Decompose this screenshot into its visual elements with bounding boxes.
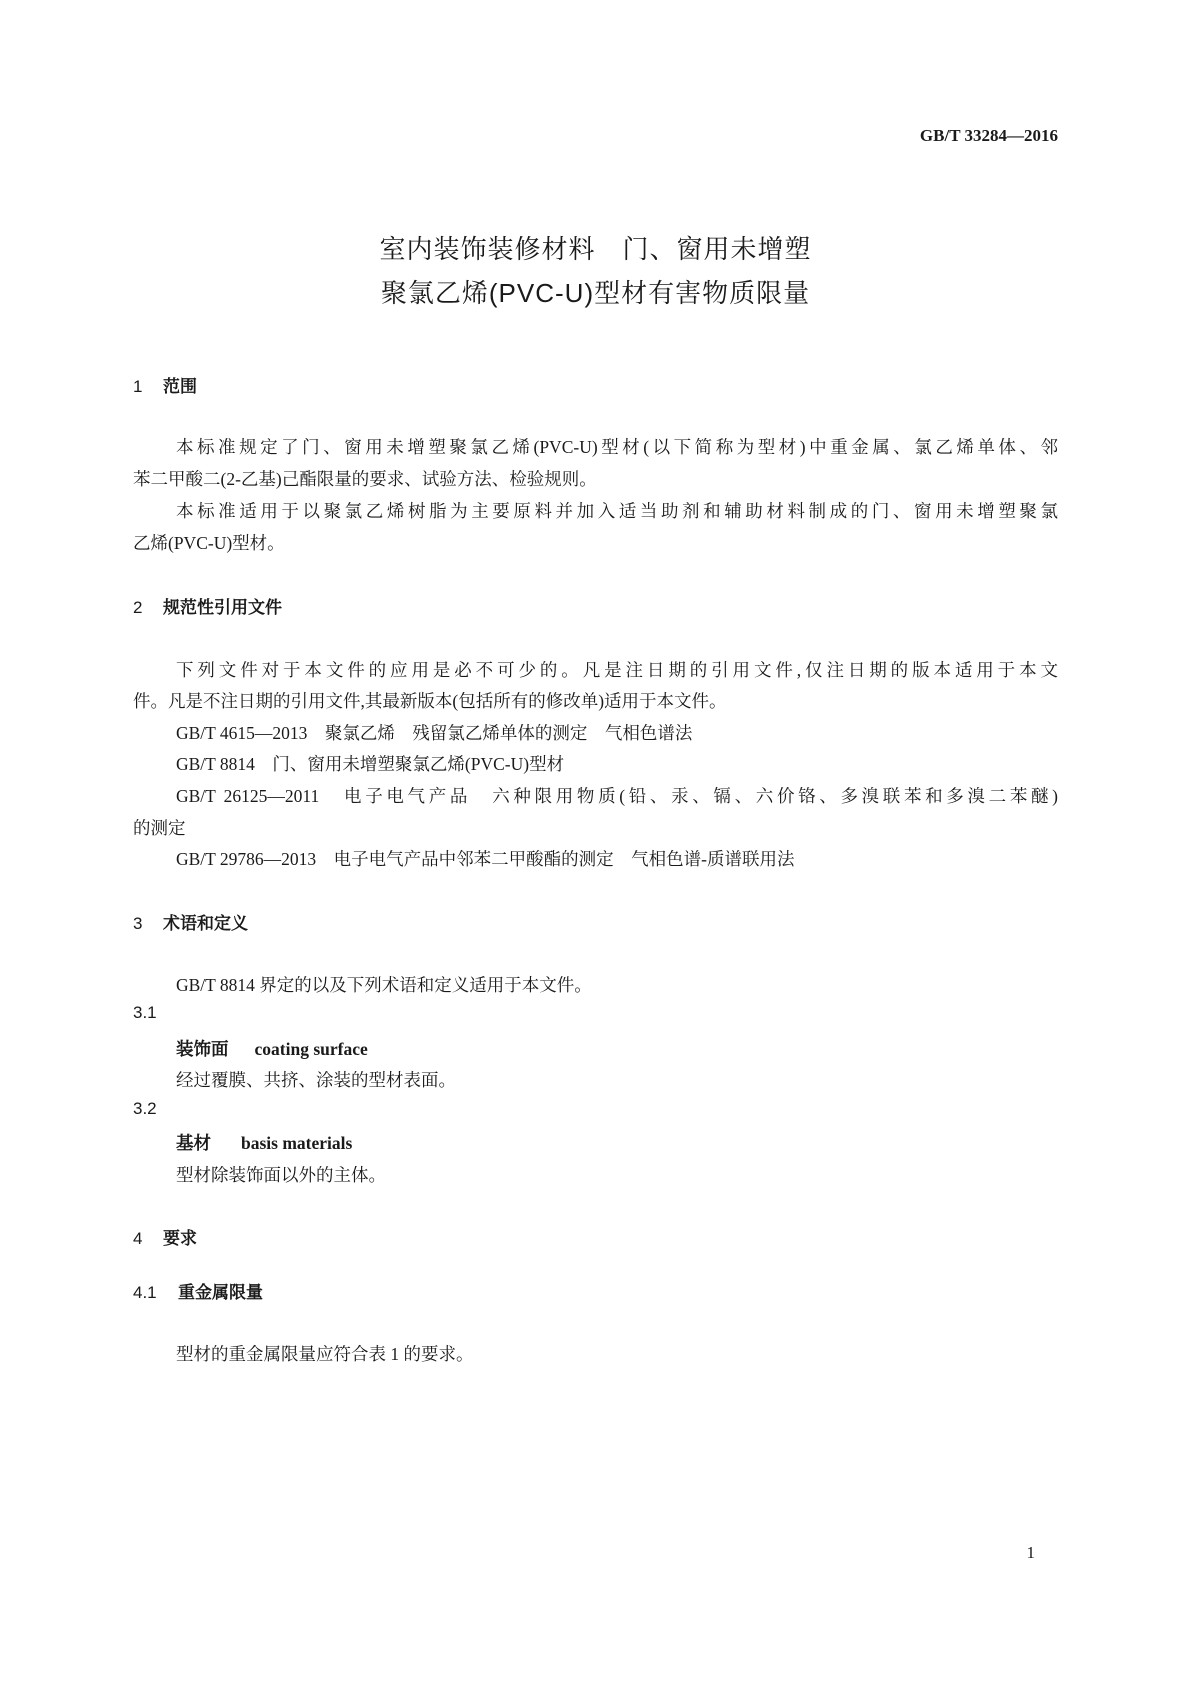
- term-heading: 基材 basis materials: [176, 1133, 353, 1153]
- reference-item: GB/T 29786—2013 电子电气产品中邻苯二甲酸酯的测定 气相色谱-质谱联用法: [176, 849, 795, 869]
- reference-item: GB/T 4615—2013 聚氯乙烯 残留氯乙烯单体的测定 气相色谱法: [176, 723, 693, 743]
- reference-item-cont: 的测定: [133, 818, 186, 838]
- term-definition: 经过覆膜、共挤、涂装的型材表面。: [176, 1070, 456, 1090]
- term-definition: 型材除装饰面以外的主体。: [176, 1165, 386, 1185]
- term-number: 3.1: [133, 1003, 157, 1022]
- section-1-heading: 1 范围: [133, 377, 197, 396]
- term-number: 3.2: [133, 1099, 157, 1118]
- title-line-1: 室内装饰装修材料 门、窗用未增塑: [379, 234, 812, 264]
- reference-item: GB/T 26125—2011 电子电气产品 六种限用物质(铅、汞、镉、六价铬、多溴联苯和多溴二苯醚): [176, 786, 1058, 806]
- section-3-heading: 3 术语和定义: [133, 914, 248, 933]
- section-4-1-heading: 4.1 重金属限量: [133, 1283, 263, 1302]
- paragraph-line: 乙烯(PVC-U)型材。: [133, 533, 285, 553]
- reference-item: GB/T 8814 门、窗用未增塑聚氯乙烯(PVC-U)型材: [176, 754, 565, 774]
- paragraph-line: 苯二甲酸二(2-乙基)己酯限量的要求、试验方法、检验规则。: [133, 469, 597, 489]
- page-number: 1: [1026, 1543, 1035, 1562]
- standard-number: GB/T 33284—2016: [919, 126, 1058, 145]
- title-line-2: 聚氯乙烯(PVC-U)型材有害物质限量: [380, 278, 811, 308]
- paragraph-line: 本标准规定了门、窗用未增塑聚氯乙烯(PVC-U)型材(以下简称为型材)中重金属、氯乙烯单体、邻: [176, 437, 1058, 457]
- section-2-heading: 2 规范性引用文件: [133, 598, 282, 617]
- paragraph-line: 件。凡是不注日期的引用文件,其最新版本(包括所有的修改单)适用于本文件。: [133, 691, 727, 711]
- paragraph-line: GB/T 8814 界定的以及下列术语和定义适用于本文件。: [176, 975, 592, 995]
- section-4-heading: 4 要求: [133, 1229, 197, 1248]
- term-heading: 装饰面 coating surface: [176, 1039, 368, 1059]
- paragraph-line: 下列文件对于本文件的应用是必不可少的。凡是注日期的引用文件,仅注日期的版本适用于本文: [176, 660, 1058, 680]
- paragraph-line: 型材的重金属限量应符合表 1 的要求。: [176, 1344, 474, 1364]
- paragraph-line: 本标准适用于以聚氯乙烯树脂为主要原料并加入适当助剂和辅助材料制成的门、窗用未增塑聚氯: [176, 501, 1058, 521]
